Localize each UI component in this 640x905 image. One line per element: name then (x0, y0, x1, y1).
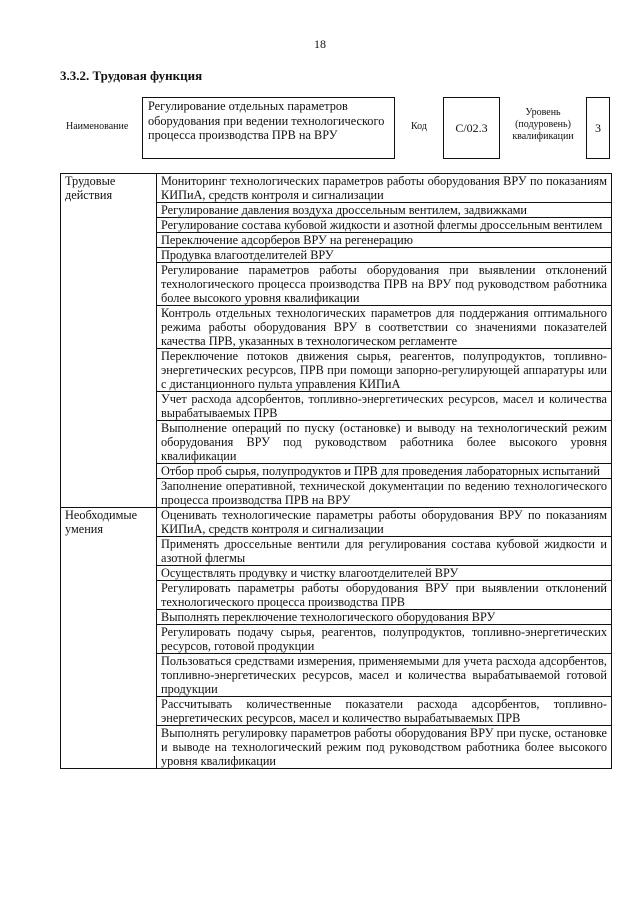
table-cell-item: Регулировать параметры работы оборудования ВРУ при выявлении отклонений технологического процесса производства ПРВ (157, 581, 612, 610)
table-cell-item: Осуществлять продувку и чистку влагоотделителей ВРУ (157, 566, 612, 581)
table-cell-item: Регулирование параметров работы оборудования при выявлении отклонений технологического процесса производства ПРВ на ВРУ под руководством работника более высокого уровня квалификации (157, 263, 612, 306)
table-cell-item: Переключение потоков движения сырья, реагентов, полупродуктов, топливно-энергетических ресурсов, ПРВ при помощи запорно-регулирующей аппаратуры или с дистанционного пульта управления КИПиА (157, 349, 612, 392)
table-cell-item: Выполнять регулировку параметров работы оборудования ВРУ при пуске, остановке и выводе на технологический режим под руководством работника более высокого уровня квалификации (157, 726, 612, 769)
table-cell-item: Заполнение оперативной, технической документации по ведению технологического процесса производства ПРВ на ВРУ (157, 479, 612, 508)
level-value: 3 (586, 97, 610, 159)
level-label: Уровень (подуровень) квалификации (512, 107, 574, 142)
table-cell-item: Переключение адсорберов ВРУ на регенерацию (157, 233, 612, 248)
table-cell-item: Выполнять переключение технологического оборудования ВРУ (157, 610, 612, 625)
name-label: Наименование (66, 121, 129, 132)
table-cell-item: Регулирование состава кубовой жидкости и азотной флегмы дроссельным вентилем (157, 218, 612, 233)
table-cell-item: Учет расхода адсорбентов, топливно-энергетических ресурсов, масел и количества вырабатываемых ПРВ (157, 392, 612, 421)
code-value: C/02.3 (443, 97, 500, 159)
category-label: Необходимые умения (61, 508, 157, 769)
table-cell-item: Пользоваться средствами измерения, применяемыми для учета расхода адсорбентов, топливно-энергетических ресурсов, масел и количества вырабатываемой готовой продукции (157, 654, 612, 697)
category-label: Трудовые действия (61, 174, 157, 508)
table-cell-item: Оценивать технологические параметры работы оборудования ВРУ по показаниям КИПиА, средств контроля и сигнализации (157, 508, 612, 537)
table-cell-item: Продувка влагоотделителей ВРУ (157, 248, 612, 263)
table-row (61, 174, 612, 203)
code-label: Код (411, 121, 427, 132)
section-title: 3.3.2. Трудовая функция (60, 68, 203, 83)
table-cell-item: Выполнение операций по пуску (остановке) и выводу на технологический режим оборудования ВРУ под руководством работника более высокого уровня квалификации (157, 421, 612, 464)
table-cell-item: Контроль отдельных технологических параметров для поддержания оптимального режима работы оборудования ВРУ в соответствии со значениями показателей качества ПРВ, указанных в технологическом регламенте (157, 306, 612, 349)
page-number: 18 (314, 37, 326, 51)
table-row (61, 508, 612, 537)
table-cell-item: Применять дроссельные вентили для регулирования состава кубовой жидкости и азотной флегмы (157, 537, 612, 566)
table-cell-item: Мониторинг технологических параметров работы оборудования ВРУ по показаниям КИПиА, средств контроля и сигнализации (157, 174, 612, 203)
table-cell-item: Рассчитывать количественные показатели расхода адсорбентов, топливно-энергетических ресурсов, масел и количество вырабатываемых ПРВ (157, 697, 612, 726)
table-cell-item: Отбор проб сырья, полупродуктов и ПРВ для проведения лабораторных испытаний (157, 464, 612, 479)
name-value: Регулирование отдельных параметров оборудования при ведении технологического процесса производства ПРВ на ВРУ (142, 97, 395, 159)
table-cell-item: Регулирование давления воздуха дроссельным вентилем, задвижками (157, 203, 612, 218)
table-cell-item: Регулировать подачу сырья, реагентов, полупродуктов, топливно-энергетических ресурсов, готовой продукции (157, 625, 612, 654)
function-table (60, 173, 612, 769)
